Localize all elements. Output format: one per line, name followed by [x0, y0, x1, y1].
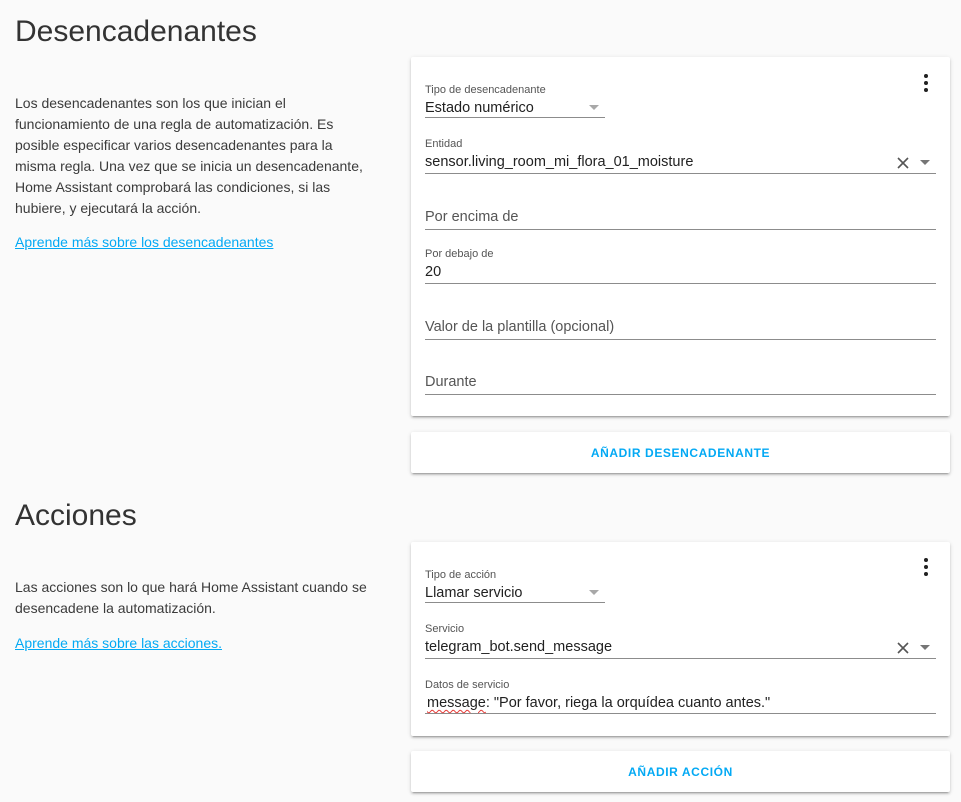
below-input[interactable]	[425, 245, 936, 284]
service-field[interactable]	[425, 620, 936, 659]
action-type-dropdown[interactable]	[425, 566, 605, 603]
triggers-description: Los desencadenantes son los que inician el funcionamiento de una regla de automatización. Es posible especificar varios desencadenantes para la misma regla. Una vez que se inicia un desencadenante, Home Assistant comprobará las condiciones, si las hubiere, y ejecutará la acción.	[15, 95, 363, 216]
more-vert-icon[interactable]	[916, 555, 936, 579]
entity-value: sensor.living_room_mi_flora_01_moisture	[425, 154, 694, 170]
template-input[interactable]	[425, 309, 936, 340]
close-icon[interactable]	[896, 156, 910, 170]
for-input[interactable]	[425, 364, 936, 395]
action-card	[411, 542, 950, 736]
more-vert-icon[interactable]	[916, 71, 936, 95]
service-data-rest: : "Por favor, riega la orquídea cuanto antes."	[485, 695, 771, 711]
service-data-label: Datos de servicio	[425, 679, 510, 691]
entity-field[interactable]	[425, 135, 936, 174]
triggers-title: Desencadenantes	[15, 15, 257, 48]
arrow-drop-down-icon[interactable]	[920, 160, 930, 165]
entity-label: Entidad	[425, 138, 463, 150]
arrow-drop-down-icon	[589, 105, 599, 110]
trigger-type-label: Tipo de desencadenante	[425, 84, 546, 96]
close-icon[interactable]	[896, 641, 910, 655]
actions-description: Las acciones son lo que hará Home Assistant cuando se desencadene la automatización.	[15, 579, 367, 616]
actions-learn-more-link[interactable]: Aprende más sobre las acciones.	[15, 635, 222, 651]
add-trigger-card	[411, 432, 950, 473]
service-value: telegram_bot.send_message	[425, 639, 613, 655]
actions-title: Acciones	[15, 499, 137, 532]
service-data-key: message	[427, 695, 486, 711]
arrow-drop-down-icon	[589, 590, 599, 595]
add-action-button[interactable]: AÑADIR ACCIÓN	[411, 751, 950, 792]
action-type-value: Llamar servicio	[425, 585, 523, 601]
arrow-drop-down-icon[interactable]	[920, 645, 930, 650]
add-trigger-button[interactable]: AÑADIR DESENCADENANTE	[411, 432, 950, 473]
triggers-learn-more-link[interactable]: Aprende más sobre los desencadenantes	[15, 234, 274, 250]
template-placeholder: Valor de la plantilla (opcional)	[425, 319, 615, 335]
service-data-value	[427, 694, 770, 712]
service-label: Servicio	[425, 623, 465, 635]
add-action-card	[411, 751, 950, 792]
above-placeholder: Por encima de	[425, 209, 519, 225]
action-type-label: Tipo de acción	[425, 569, 497, 581]
for-placeholder: Durante	[425, 374, 477, 390]
above-input[interactable]	[425, 199, 936, 230]
trigger-type-dropdown[interactable]	[425, 81, 605, 118]
service-data-textarea[interactable]	[425, 676, 936, 714]
below-label: Por debajo de	[425, 248, 494, 260]
trigger-card	[411, 57, 950, 416]
below-value: 20	[425, 264, 442, 280]
trigger-type-value: Estado numérico	[425, 100, 534, 116]
